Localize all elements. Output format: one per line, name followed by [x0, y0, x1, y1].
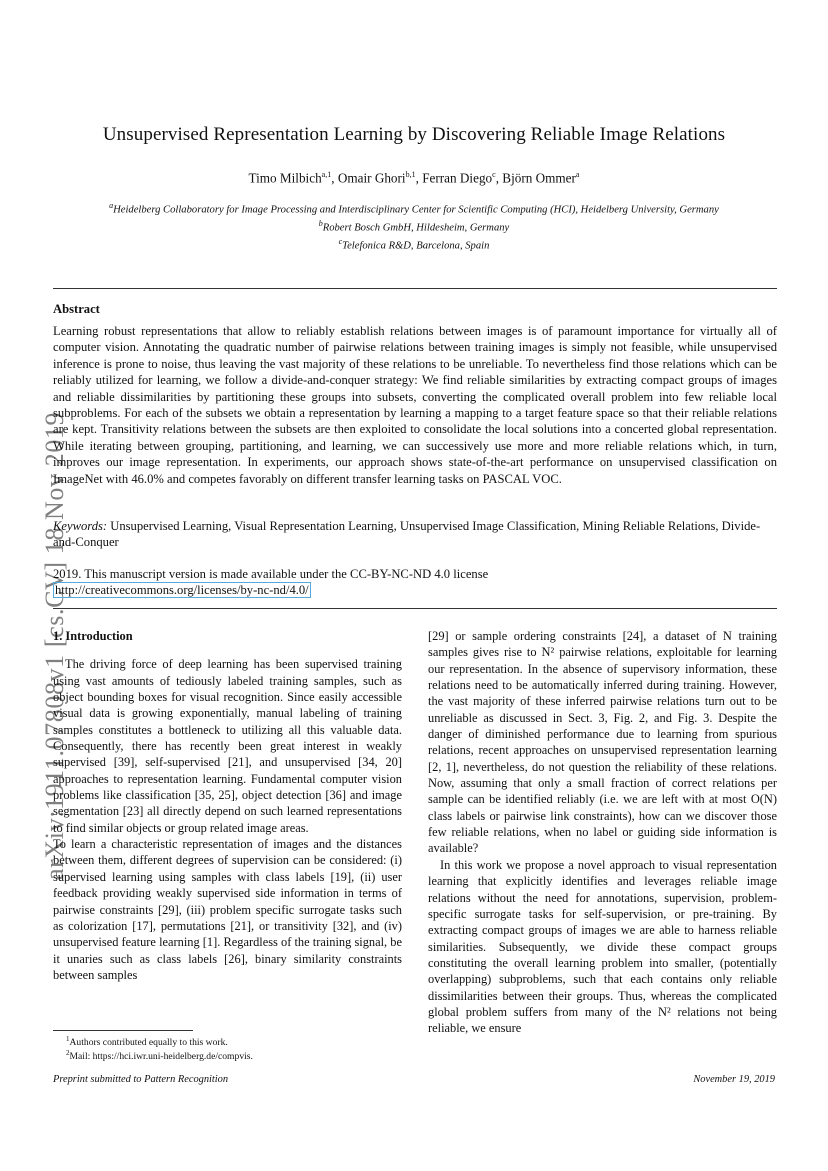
footer-date: November 19, 2019 — [693, 1074, 775, 1085]
author-name: Ferran Diego — [422, 170, 493, 186]
arxiv-watermark: arXiv:1911.07808v1 [cs.CV] 18 Nov 2019 — [40, 411, 69, 880]
paragraph: In this work we propose a novel approach to visual representation learning that explicitly identifies and leverages reliable image relations without the need for annotations, supervision, problem-specific surrogate tasks for self-supervision, or pre-training. By extracting compact groups of images we are able to harness reliable similarities. Subsequently, we divide these compact groups constituting the overall learning problem into smaller, (potentially overlapping) subproblems, such that each contains only reliable dissimilarities between their groups. Thus, whereas the complicated global problem suffers from many of the N² relations not being reliable, we ensure — [428, 857, 777, 1036]
paragraph: The driving force of deep learning has been supervised training using vast amounts of tediously labeled training samples, such as object bounding boxes for visual recognition. Since easily accessible visual data is growing exponentially, manual labeling of training samples constitutes a bottleneck to utilizing all this valuable data. Consequently, there has recently been great interest in weakly supervised [39], self-supervised [21], and unsupervised [34, 20] approaches to representation learning. Fundamental computer vision problems like classification [35, 25], object detection [36] and image segmentation [23] all directly depend on such learned representations to find similar objects or group related image areas. — [53, 657, 402, 835]
author-mark: b,1 — [405, 170, 416, 179]
abstract-heading: Abstract — [53, 302, 100, 316]
keywords — [53, 518, 777, 551]
license-text: 2019. This manuscript version is made available under the CC-BY-NC-ND 4.0 license — [53, 567, 489, 581]
footnote — [53, 1035, 415, 1048]
mid-divider — [53, 608, 777, 609]
affiliation-mark: c — [338, 237, 343, 247]
keywords-text: Unsupervised Learning, Visual Representation Learning, Unsupervised Image Classification, Mining Reliable Relations, Divide-and-Conquer — [53, 519, 761, 550]
affiliation-text: Robert Bosch GmbH, Hildesheim, Germany — [322, 222, 510, 234]
section-heading: 1. Introduction — [53, 629, 133, 643]
author-name: Omair Ghori — [337, 170, 406, 186]
abstract-body: Learning robust representations that allow to reliably establish relations between images is of paramount importance for virtually all of computer vision. Annotating the quadratic number of pairwise relations between training images is simply not feasible, while unsupervised inference is prone to noise, thus leaving the vast majority of these relations to be unreliable. To nevertheless find those relations which can be reliably utilized for learning, we follow a divide-and-conquer strategy: We find reliable similarities by extracting compact groups of images and reliable dissimilarities by partitioning these groups into subsets, converting the complicated overall problem into few reliable local subproblems. For each of the subsets we obtain a representation by learning a mapping to a target feature space so that their reliable relations are kept. Transitivity relations between the subsets are then exploited to consolidate the local solutions into a concerted global representation. While iterating between grouping, partitioning, and learning, we can successively use more and more reliable relations which, in turn, improves our image representation. In experiments, our approach shows state-of-the-art performance on unsupervised classification on ImageNet with 46.0% and competes favorably on different transfer learning tasks on PASCAL VOC. — [53, 324, 777, 486]
affiliations — [0, 199, 828, 253]
footnote-text: Mail: https://hci.iwr.uni-heidelberg.de/compvis. — [69, 1051, 253, 1063]
affiliation-mark: a — [109, 201, 114, 210]
license-link[interactable]: http://creativecommons.org/licenses/by-nc-nd/4.0/ — [55, 583, 309, 598]
footnote-mark: 2 — [66, 1049, 70, 1057]
footnote-rule — [53, 1030, 193, 1031]
footnote-text: Authors contributed equally to this work. — [69, 1037, 228, 1049]
top-divider — [53, 288, 777, 289]
footnote — [53, 1049, 415, 1062]
affiliation-line — [0, 199, 828, 217]
affiliation-line — [0, 235, 828, 253]
affiliation-line — [0, 217, 828, 235]
author-mark: a,1 — [321, 170, 332, 179]
footnote-mark: 1 — [66, 1035, 70, 1043]
author-name: Timo Milbich — [248, 170, 322, 186]
paper-title: Unsupervised Representation Learning by Discovering Reliable Image Relations — [102, 124, 726, 145]
right-column — [428, 628, 777, 1037]
affiliation-mark: b — [318, 219, 323, 229]
paragraph: To learn a characteristic representation of images and the distances between them, different degrees of supervision can be considered: (i) supervised learning using samples with class labels [19], (ii) user feedback providing weakly supervised side information in terms of pairwise constraints [29], (iii) problem specific surrogate tasks such as colorization [17], permutations [21], or transitivity [32], and (iv) unsupervised feature learning [1]. Regardless of the training signal, be it unaries such as class labels [26], binary similarity constraints between samples — [53, 837, 402, 982]
footer-left: Preprint submitted to Pattern Recognition — [53, 1074, 229, 1085]
left-column — [53, 628, 402, 983]
affiliation-text: Heidelberg Collaboratory for Image Processing and Interdisciplinary Center for Scientific Computing (HCI), Heidelberg University, Germany — [113, 204, 719, 216]
affiliation-text: Telefonica R&D, Barcelona, Spain — [342, 240, 490, 252]
license-notice — [53, 566, 777, 599]
author-mark: c — [492, 170, 496, 179]
author-list: Timo Milbich$^{a,1}$, Omair Ghori$^{b,1}$, Ferran Diego$^c$, Björn Ommer$^a$ — [248, 170, 580, 186]
author-mark: a — [575, 170, 580, 179]
paragraph: [29] or sample ordering constraints [24], a dataset of N training samples gives rise to N² pairwise relations, exploitable for learning our representation. In the absence of supervisory information, these relations need to be automatically inferred during training. However, the vast majority of these inferred pairwise relations turn out to be unreliable as discussed in Sect. 3, Fig. 2, and Fig. 3. Despite the danger of diminished performance due to learning from spurious relations, recent approaches on unsupervised representation learning [2, 1], nevertheless, do not question the reliability of these relations. Now, assuming that only a small fraction of correct relations per sample can be identified reliably (i.e. we are left with at most O(N) class labels or pairwise link constraints), how can we discover those few reliable relations, when no label or guiding side information is available? — [428, 629, 777, 856]
keywords-label: Keywords: — [53, 519, 108, 533]
author-name: Björn Ommer — [502, 170, 576, 186]
